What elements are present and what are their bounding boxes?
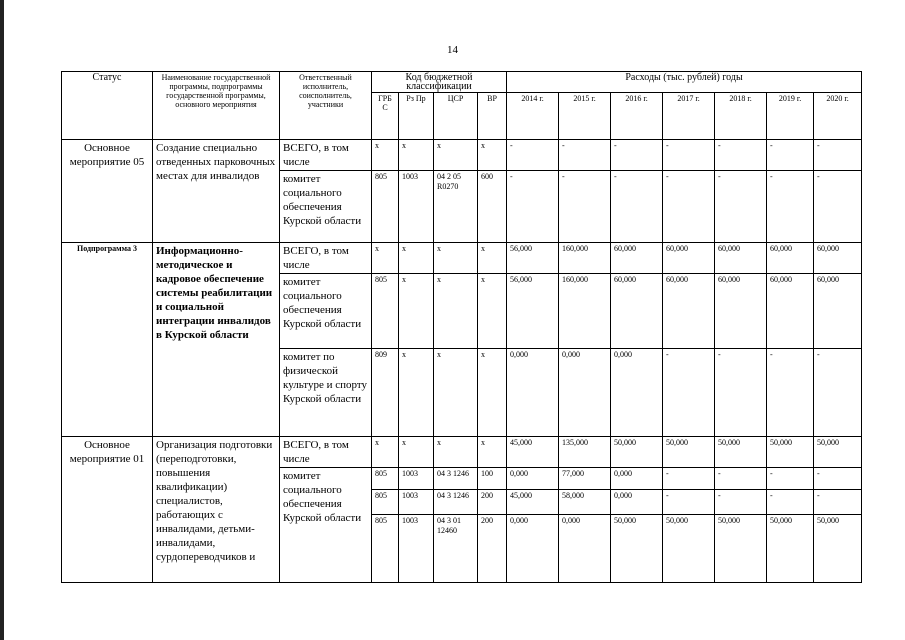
value-cell: 50,000 [814,437,862,468]
value-cell: 50,000 [814,515,862,583]
vr-cell: 200 [478,515,507,583]
vr-cell: 600 [478,171,507,243]
grbs-cell: x [372,243,399,274]
executor-cell: ВСЕГО, в том числе [280,140,372,171]
vr-cell: x [478,437,507,468]
header-year: 2018 г. [715,93,767,140]
value-cell: 50,000 [715,515,767,583]
header-grbs: ГРБ С [372,93,399,140]
value-cell: - [767,349,814,437]
value-cell: 60,000 [767,274,814,349]
value-cell: 50,000 [663,515,715,583]
value-cell: - [663,140,715,171]
budget-table [61,71,862,583]
status-cell: Основное мероприятие 05 [62,140,153,243]
rzpr-cell: 1003 [399,490,434,515]
value-cell: - [767,490,814,515]
header-status: Статус [62,72,153,140]
rzpr-cell: 1003 [399,468,434,490]
value-cell: - [507,171,559,243]
grbs-cell: 805 [372,490,399,515]
value-cell: 56,000 [507,243,559,274]
value-cell: 60,000 [611,274,663,349]
header-rzpr: Рз Пр [399,93,434,140]
value-cell: 58,000 [559,490,611,515]
csr-cell: x [434,437,478,468]
rzpr-cell: x [399,274,434,349]
value-cell: - [611,171,663,243]
value-cell: 50,000 [611,515,663,583]
value-cell: 50,000 [611,437,663,468]
name-cell: Информационно-методическое и кадровое обеспечение системы реабилитации и социальной интеграции инвалидов в Курской области [153,243,280,437]
value-cell: 60,000 [767,243,814,274]
value-cell: - [715,468,767,490]
header-vr: ВР [478,93,507,140]
grbs-cell: 809 [372,349,399,437]
value-cell: - [663,468,715,490]
executor-cell: комитет социального обеспечения Курской области [280,171,372,243]
value-cell: 60,000 [663,274,715,349]
csr-cell: x [434,274,478,349]
value-cell: - [663,349,715,437]
value-cell: - [559,140,611,171]
rzpr-cell: 1003 [399,171,434,243]
csr-cell: x [434,349,478,437]
value-cell: 77,000 [559,468,611,490]
grbs-cell: 805 [372,274,399,349]
executor-cell: ВСЕГО, в том числе [280,437,372,468]
name-cell: Организация подготовки (переподготовки, повышения квалификации) специалистов, работающих с инвалидами, детьми-инвалидами, сурдопереводчиков и [153,437,280,583]
grbs-cell: 805 [372,468,399,490]
vr-cell: x [478,140,507,171]
header-executor: Ответственный исполнитель, соисполнитель, участники [280,72,372,140]
scan-edge [0,0,4,640]
executor-cell: комитет социального обеспечения Курской области [280,274,372,349]
header-expenses: Расходы (тыс. рублей) годы [507,72,862,93]
rzpr-cell: 1003 [399,515,434,583]
vr-cell: x [478,274,507,349]
rzpr-cell: x [399,140,434,171]
vr-cell: 200 [478,490,507,515]
rzpr-cell: x [399,437,434,468]
value-cell: 60,000 [814,243,862,274]
value-cell: - [814,171,862,243]
csr-cell: 04 3 01 12460 [434,515,478,583]
value-cell: 50,000 [663,437,715,468]
header-budget-code: Код бюджетной классификации [372,72,507,93]
value-cell: - [814,490,862,515]
value-cell: 0,000 [611,468,663,490]
value-cell: 60,000 [663,243,715,274]
executor-cell: комитет социального обеспечения Курской области [280,468,372,583]
vr-cell: x [478,349,507,437]
value-cell: - [767,171,814,243]
header-year: 2014 г. [507,93,559,140]
value-cell: 60,000 [715,243,767,274]
value-cell: 0,000 [507,468,559,490]
header-year: 2017 г. [663,93,715,140]
value-cell: 50,000 [715,437,767,468]
csr-cell: x [434,140,478,171]
table-row [62,243,862,274]
value-cell: 60,000 [814,274,862,349]
rzpr-cell: x [399,243,434,274]
executor-cell: ВСЕГО, в том числе [280,243,372,274]
header-csr: ЦСР [434,93,478,140]
name-cell: Создание специально отведенных парковочных местах для инвалидов [153,140,280,243]
value-cell: 0,000 [559,349,611,437]
value-cell: - [715,490,767,515]
value-cell: - [715,349,767,437]
value-cell: - [814,468,862,490]
value-cell: 0,000 [507,349,559,437]
grbs-cell: x [372,437,399,468]
value-cell: 60,000 [715,274,767,349]
value-cell: 0,000 [611,490,663,515]
rzpr-cell: x [399,349,434,437]
value-cell: - [767,468,814,490]
value-cell: 56,000 [507,274,559,349]
header-year: 2019 г. [767,93,814,140]
csr-cell: 04 3 1246 [434,490,478,515]
header-year: 2015 г. [559,93,611,140]
value-cell: 160,000 [559,243,611,274]
value-cell: 45,000 [507,490,559,515]
grbs-cell: x [372,140,399,171]
grbs-cell: 805 [372,515,399,583]
value-cell: 50,000 [767,515,814,583]
csr-cell: 04 3 1246 [434,468,478,490]
csr-cell: x [434,243,478,274]
value-cell: 0,000 [559,515,611,583]
header-year: 2016 г. [611,93,663,140]
value-cell: - [507,140,559,171]
vr-cell: x [478,243,507,274]
grbs-cell: 805 [372,171,399,243]
value-cell: - [814,349,862,437]
table-row [62,437,862,468]
table-row [62,140,862,171]
value-cell: - [559,171,611,243]
value-cell: - [663,171,715,243]
page-number: 14 [447,44,458,56]
value-cell: - [611,140,663,171]
value-cell: - [814,140,862,171]
header-year: 2020 г. [814,93,862,140]
vr-cell: 100 [478,468,507,490]
status-cell: Подпрограмма 3 [62,243,153,437]
value-cell: 50,000 [767,437,814,468]
status-cell: Основное мероприятие 01 [62,437,153,583]
value-cell: 0,000 [507,515,559,583]
executor-cell: комитет по физической культуре и спорту Курской области [280,349,372,437]
value-cell: 0,000 [611,349,663,437]
value-cell: 45,000 [507,437,559,468]
value-cell: - [663,490,715,515]
value-cell: 60,000 [611,243,663,274]
value-cell: - [767,140,814,171]
value-cell: 160,000 [559,274,611,349]
header-name: Наименование государственной программы, подпрограммы государственной программы, основного мероприятия [153,72,280,140]
value-cell: - [715,140,767,171]
csr-cell: 04 2 05 R0270 [434,171,478,243]
value-cell: - [715,171,767,243]
value-cell: 135,000 [559,437,611,468]
